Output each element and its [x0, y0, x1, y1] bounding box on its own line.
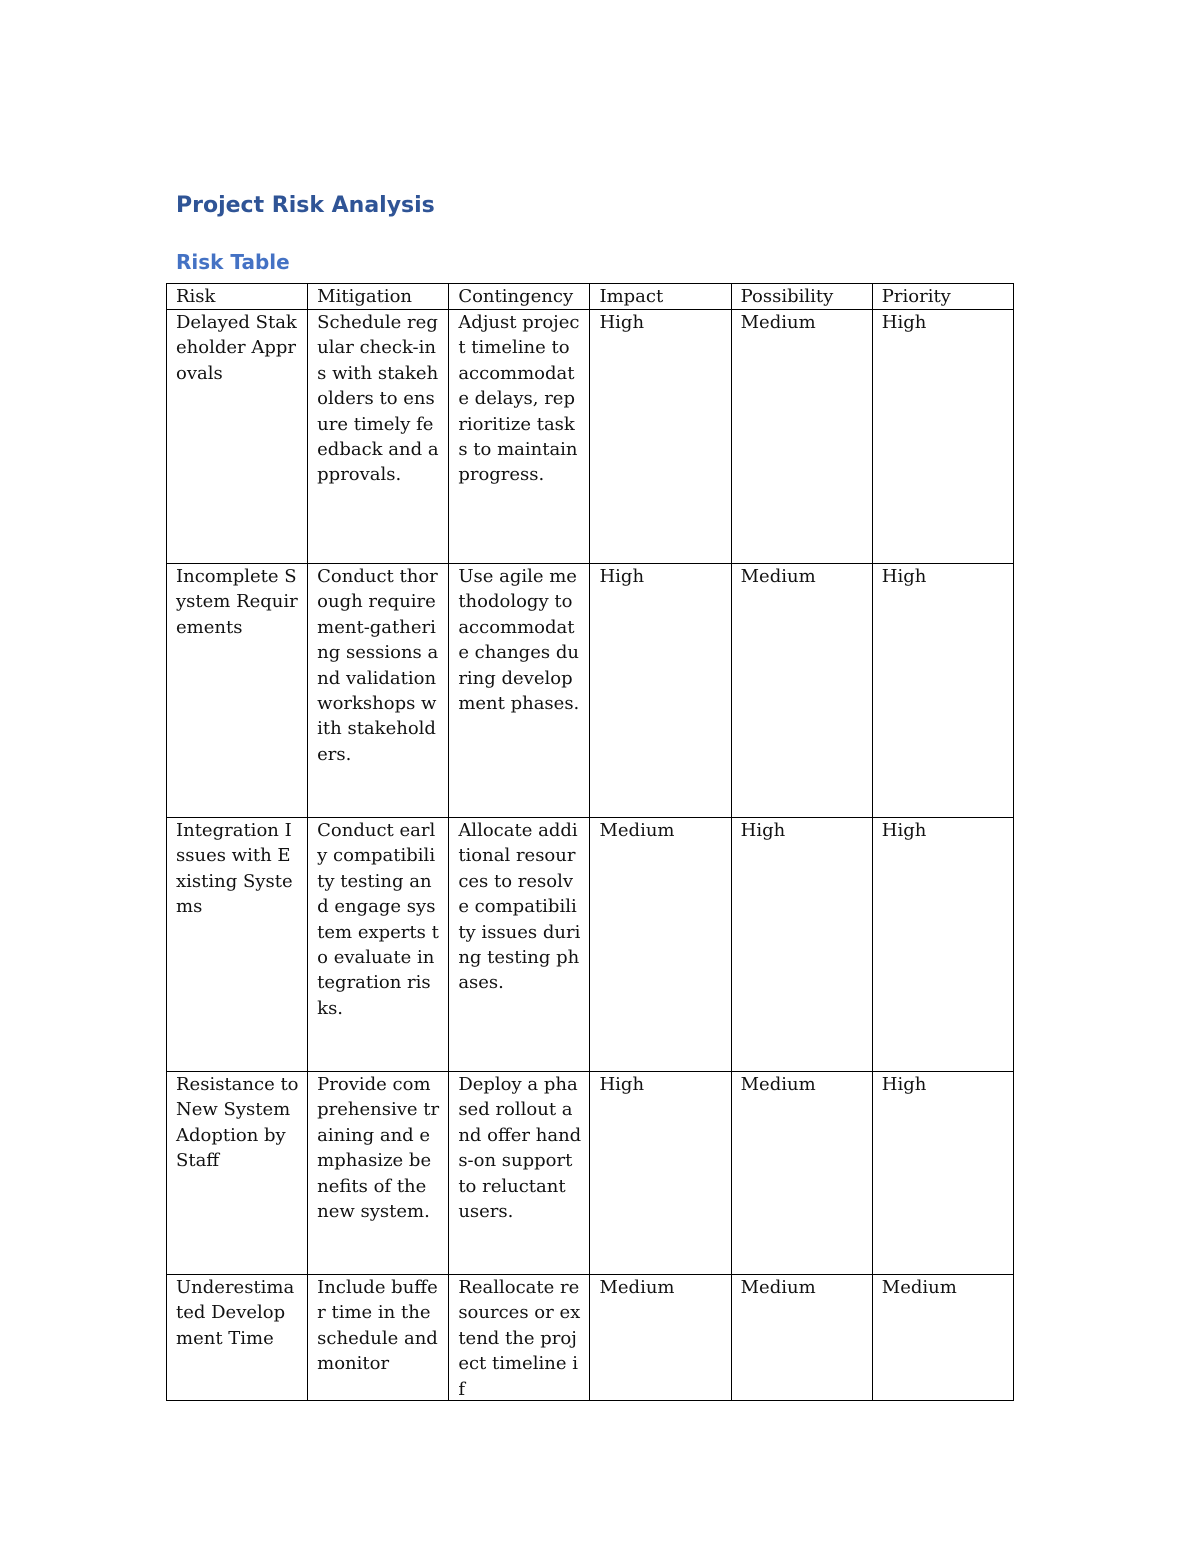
cell-mitigation: [308, 1275, 449, 1401]
cell-priority: High: [872, 310, 1013, 564]
cell-risk: Incomplete System Requirements: [167, 564, 308, 818]
table-row: [167, 1275, 1014, 1401]
table-row: [167, 818, 1014, 1072]
cell-risk: Delayed Stakeholder Approvals: [167, 310, 308, 564]
cell-text: Medium: [599, 1277, 675, 1298]
cell-priority: High: [872, 818, 1013, 1072]
header-risk: Risk: [167, 284, 308, 310]
cell-text: Underestimated Development Time: [176, 1277, 295, 1349]
cell-possibility: Medium: [731, 1072, 872, 1275]
cell-mitigation: Provide comprehensive training and emphasize benefits of the new system.: [308, 1072, 449, 1275]
cell-possibility: [731, 1275, 872, 1401]
header-possibility: Possibility: [731, 284, 872, 310]
cell-possibility: Medium: [731, 310, 872, 564]
table-row: [167, 564, 1014, 818]
cell-text: Include buffer time in the schedule and monitor: [317, 1277, 438, 1375]
header-priority: Priority: [872, 284, 1013, 310]
cell-contingency: Use agile methodology to accommodate changes during development phases.: [449, 564, 590, 818]
cell-possibility: High: [731, 818, 872, 1072]
table-row: [167, 1072, 1014, 1275]
header-mitigation: Mitigation: [308, 284, 449, 310]
section-title: Risk Table: [176, 250, 290, 274]
table-header-row: [167, 284, 1014, 310]
cell-text: Medium: [740, 1277, 816, 1298]
cell-contingency: [449, 1275, 590, 1401]
cell-text: Reallocate resources or extend the project timeline if: [458, 1277, 581, 1400]
cell-mitigation: Schedule regular check-ins with stakeholders to ensure timely feedback and approvals.: [308, 310, 449, 564]
risk-table: [166, 283, 1014, 1401]
cell-impact: High: [590, 310, 731, 564]
header-impact: Impact: [590, 284, 731, 310]
cell-impact: Medium: [590, 818, 731, 1072]
cell-priority: High: [872, 1072, 1013, 1275]
cell-risk: [167, 1275, 308, 1401]
cell-impact: High: [590, 1072, 731, 1275]
cell-contingency: Adjust project timeline to accommodate delays, reprioritize tasks to maintain progress.: [449, 310, 590, 564]
cell-text: Medium: [881, 1277, 957, 1298]
cell-risk: Integration Issues with Existing Systems: [167, 818, 308, 1072]
cell-impact: High: [590, 564, 731, 818]
cell-mitigation: Conduct thorough requirement-gathering sessions and validation workshops with stakeholders.: [308, 564, 449, 818]
cell-risk: Resistance to New System Adoption by Staff: [167, 1072, 308, 1275]
cell-possibility: Medium: [731, 564, 872, 818]
table-row: [167, 310, 1014, 564]
cell-priority: High: [872, 564, 1013, 818]
cell-impact: [590, 1275, 731, 1401]
cell-priority: [872, 1275, 1013, 1401]
cell-contingency: Deploy a phased rollout and offer hands-on support to reluctant users.: [449, 1072, 590, 1275]
header-contingency: Contingency: [449, 284, 590, 310]
cell-mitigation: Conduct early compatibility testing and engage system experts to evaluate integration risks.: [308, 818, 449, 1072]
page-title: Project Risk Analysis: [176, 193, 435, 218]
cell-contingency: Allocate additional resources to resolve compatibility issues during testing phases.: [449, 818, 590, 1072]
